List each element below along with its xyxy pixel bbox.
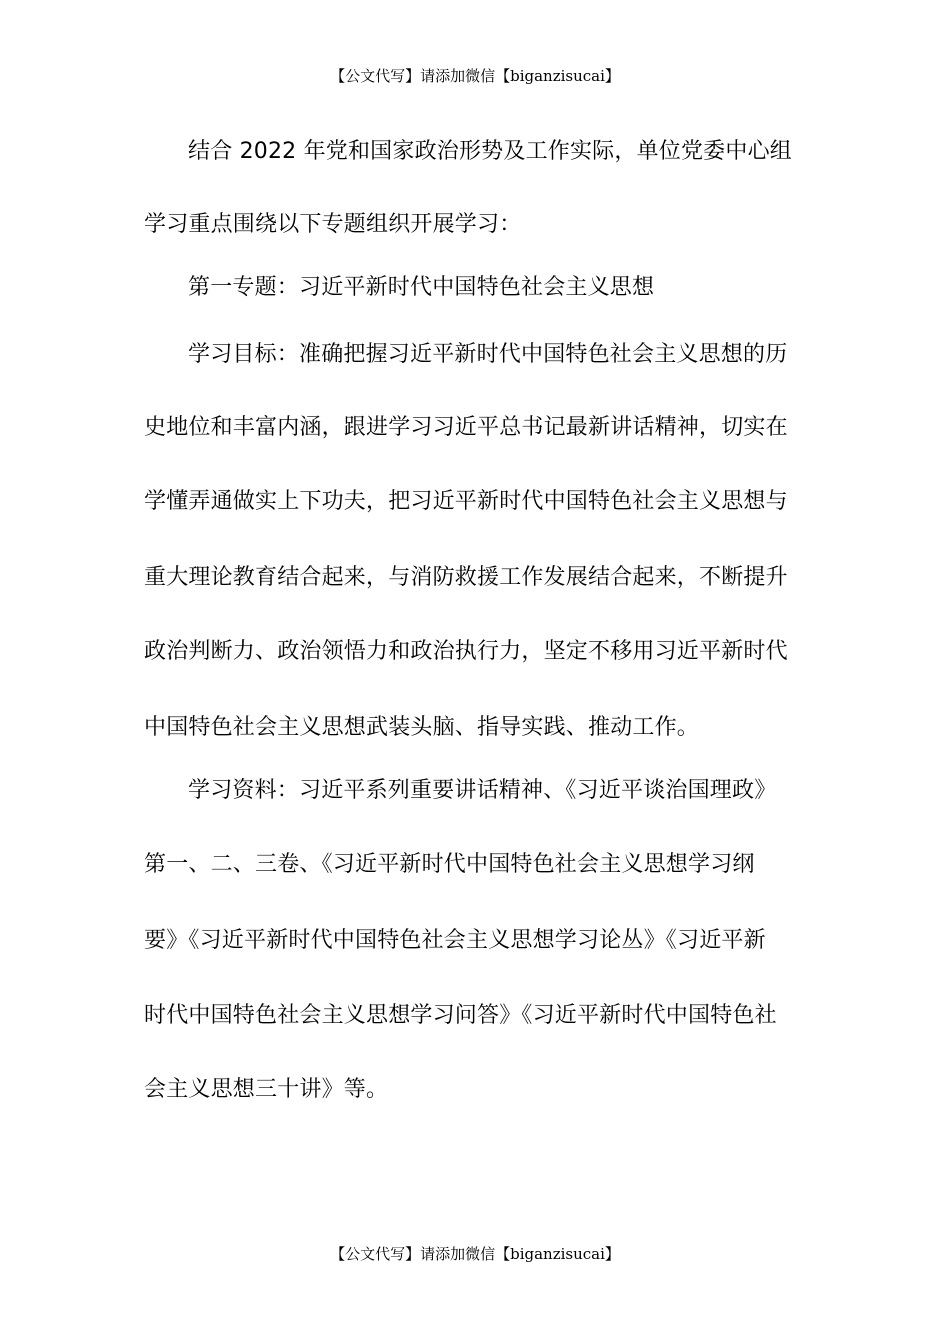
paragraph-line-6: 重大理论教育结合起来，与消防救援工作发展结合起来，不断提升: [144, 565, 788, 590]
paragraph-line-10: 第一、二、三卷、《习近平新时代中国特色社会主义思想学习纲: [144, 852, 755, 877]
paragraph-line-2: 学习重点围绕以下专题组织开展学习：: [144, 212, 522, 237]
paragraph-line-3: 学习目标：准确把握习近平新时代中国特色社会主义思想的历: [188, 342, 788, 367]
paragraph-line-11: 要》《习近平新时代中国特色社会主义思想学习论丛》《习近平新: [144, 928, 766, 953]
paragraph-line-4: 史地位和丰富内涵，跟进学习习近平总书记最新讲话精神，切实在: [144, 415, 788, 440]
section-title: 第一专题：习近平新时代中国特色社会主义思想: [188, 275, 655, 300]
paragraph-line-5: 学懂弄通做实上下功夫，把习近平新时代中国特色社会主义思想与: [144, 489, 788, 514]
paragraph-line-8: 中国特色社会主义思想武装头脑、指导实践、推动工作。: [144, 715, 700, 740]
paragraph-line-9: 学习资料：习近平系列重要讲话精神、《习近平谈治国理政》: [188, 778, 777, 803]
paragraph-line-12: 时代中国特色社会主义思想学习问答》《习近平新时代中国特色社: [144, 1003, 777, 1028]
paragraph-line-1: 结合 2022 年党和国家政治形势及工作实际，单位党委中心组: [188, 139, 792, 164]
paragraph-line-7: 政治判断力、政治领悟力和政治执行力，坚定不移用习近平新时代: [144, 639, 788, 664]
page-header: 【公文代写】请添加微信【biganzisucai】: [330, 67, 620, 85]
paragraph-line-13: 会主义思想三十讲》等。: [144, 1077, 389, 1102]
page-footer: 【公文代写】请添加微信【biganzisucai】: [330, 1245, 620, 1263]
